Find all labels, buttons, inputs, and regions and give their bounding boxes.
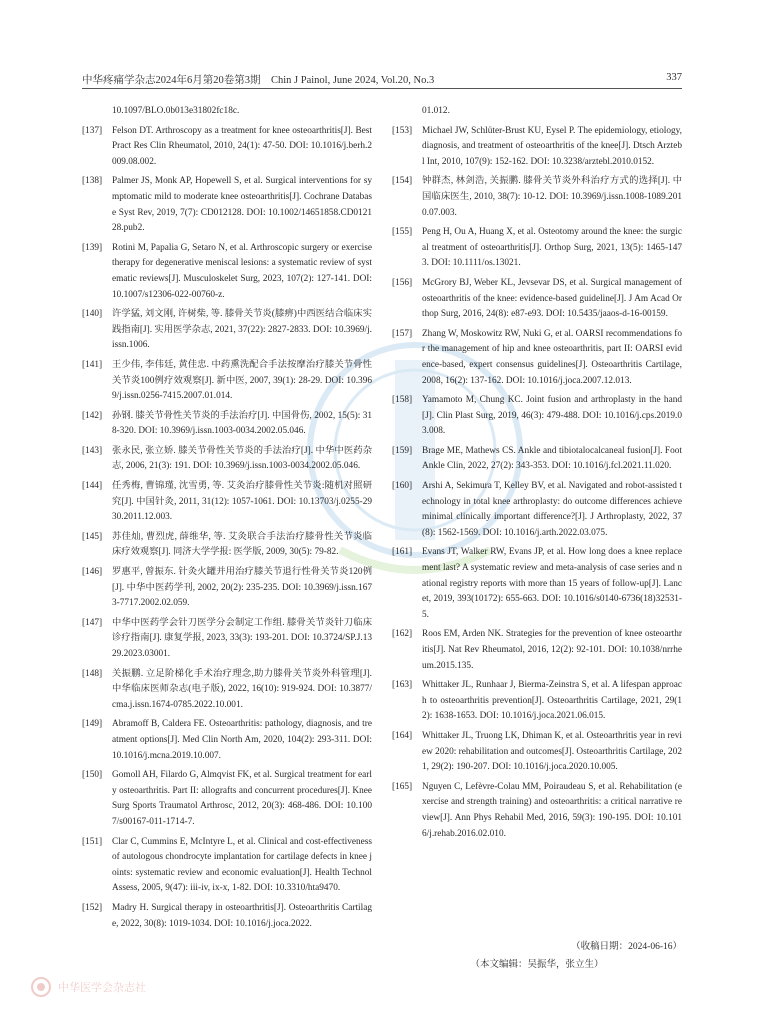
reference-text: Clar C, Cummins E, McIntyre L, et al. Clinical and cost-effectiveness of autologous chondrocyte implantation for cartilage defects in knee joints: systematic review and economic evaluation[J]. Health Technol Assess, 2005, 9(47): iii-iv, ix-x, 1-82. DOI: 10.3310/hta9470. [112, 836, 372, 894]
reference-entry [82, 358, 372, 405]
reference-text: Whittaker JL, Truong LK, Dhiman K, et al. Osteoarthritis year in review 2020: rehabilitation and outcomes[J]. Osteoarthritis Cartilage, 2021, 29(2): 190-207. DOI: 10.1016/j.joca.2020.10.005. [422, 730, 682, 773]
reference-text: 任秀梅, 曹锦瑾, 沈雪勇, 等. 艾灸治疗膝骨性关节炎:随机对照研究[J]. 中国针灸, 2011, 31(12): 1057-1061. DOI: 10.13703/j.0255-2930.2011.12.003. [112, 481, 372, 523]
reference-text: 罗惠平, 曾振东. 针灸火罐并用治疗膝关节退行性骨关节炎120例[J]. 中华中医药学刊, 2002, 20(2): 235-235. DOI: 10.3969/j.issn.1673-7717.2002.02.059. [112, 567, 372, 609]
reference-entry [82, 901, 372, 932]
reference-number: [142] [82, 410, 103, 421]
reference-text: Roos EM, Arden NK. Strategies for the prevention of knee osteoarthritis[J]. Nat Rev Rheumatol, 2016, 12(2): 92-101. DOI: 10.1038/nrrheum.2015.135. [422, 629, 682, 671]
publisher-name: 中华医学会杂志社 [58, 981, 146, 994]
reference-entry [82, 717, 372, 764]
reference-entry [82, 124, 372, 171]
reference-number: [156] [392, 277, 413, 288]
reference-entry [82, 241, 372, 303]
reference-text: Rotini M, Papalia G, Setaro N, et al. Arthroscopic surgery or exercise therapy for degenerative meniscal lesions: a systematic review of systematic reviews[J]. Musculoskelet Surg, 2023, 107(2): 127-141. DOI: 10.1007/s12306-022-00760-z. [112, 242, 372, 300]
reference-entry [392, 627, 682, 674]
reference-text: 孙钢. 膝关节骨性关节炎的手法治疗[J]. 中国骨伤, 2002, 15(5): 318-320. DOI: 10.3969/j.issn.1003-0034.2002.05.046. [112, 410, 372, 437]
reference-text: 10.1097/BLO.0b013e31802fc18c. [112, 106, 240, 116]
reference-entry [82, 768, 372, 830]
reference-text: 钟群杰, 林剑浩, 关振鹏. 膝骨关节炎外科治疗方式的选择[J]. 中国临床医生, 2010, 38(7): 10-12. DOI: 10.3969/j.issn.1008-1089.2010.07.003. [422, 176, 682, 218]
reference-entry [392, 444, 682, 475]
reference-text: Arshi A, Sekimura T, Kelley BV, et al. Navigated and robot-assisted technology in total knee arthroplasty: do outcome differences achieve minimal clinically important difference?[J]. J Arthroplasty, 2022, 37(8): 1562-1569. DOI: 10.1016/j.arth.2022.03.075. [422, 481, 682, 538]
reference-text: Gomoll AH, Filardo G, Almqvist FK, et al. Surgical treatment for early osteoarthritis. Part II: allografts and concurrent procedures[J]. Knee Surg Sports Traumatol Arthrosc, 2012, 20(3): 468-486. DOI: 10.1007/s00167-011-1714-7. [112, 770, 372, 827]
reference-entry [82, 479, 372, 526]
reference-text: 关振鹏. 立足阶梯化手术治疗理念,助力膝骨关节炎外科管理[J]. 中华临床医师杂志(电子版), 2022, 16(10): 919-924. DOI: 10.3877/cma.j.issn.1674-0785.2022.10.001. [112, 668, 372, 710]
reference-text: Whittaker JL, Runhaar J, Bierma-Zeinstra S, et al. A lifespan approach to osteoarthritis prevention[J]. Osteoarthritis Cartilage, 2021, 29(12): 1638-1653. DOI: 10.1016/j.joca.2021.06.015. [422, 680, 682, 722]
reference-number: [140] [82, 309, 103, 320]
reference-entry [82, 174, 372, 236]
editor-note: （本文编辑：吴振华，张立生） [470, 960, 604, 970]
reference-number: [138] [82, 176, 103, 187]
reference-number: [161] [392, 547, 413, 558]
reference-number: [155] [392, 227, 413, 238]
page-number: 337 [666, 72, 682, 83]
journal-citation: 中华疼痛学杂志2024年6月第20卷第3期 Chin J Painol, June 2024, Vol.20, No.3 [82, 75, 435, 86]
reference-number: [157] [392, 328, 413, 339]
reference-number: [150] [82, 770, 103, 781]
reference-number: [141] [82, 359, 103, 370]
reference-text: Abramoff B, Caldera FE. Osteoarthritis: pathology, diagnosis, and treatment options[J]. Med Clin North Am, 2020, 104(2): 293-311. DOI: 10.1016/j.mcna.2019.10.007. [112, 719, 372, 761]
reference-text: Zhang W, Moskowitz RW, Nuki G, et al. OARSI recommendations for the management of hip and knee osteoarthritis, part II: OARSI evidence-based, expert consensus guidelines[J]. Osteoarthritis Cartilage, 2008, 16(2): 137-162. DOI: 10.1016/j.joca.2007.12.013. [422, 328, 682, 386]
reference-number: [146] [82, 567, 103, 578]
publisher-logo [30, 976, 260, 998]
reference-number: [160] [392, 481, 413, 492]
reference-entry [392, 225, 682, 272]
reference-text: Yamamoto M, Chung KC. Joint fusion and arthroplasty in the hand[J]. Clin Plast Surg, 2019, 46(3): 479-488. DOI: 10.1016/j.cps.2019.03.008. [422, 395, 682, 437]
reference-number: [148] [82, 668, 103, 679]
reference-number: [153] [392, 125, 413, 136]
reference-number: [145] [82, 531, 103, 542]
reference-entry [82, 565, 372, 612]
reference-number: [149] [82, 719, 103, 730]
reference-number: [154] [392, 176, 413, 187]
reference-entry [82, 530, 372, 561]
reference-entry [82, 104, 372, 120]
reference-number: [137] [82, 125, 103, 136]
reference-text: Palmer JS, Monk AP, Hopewell S, et al. Surgical interventions for symptomatic mild to moderate knee osteoarthritis[J]. Cochrane Database Syst Rev, 2019, 7(7): CD012128. DOI: 10.1002/14651858.CD012128.pub2. [112, 176, 372, 234]
reference-text: McGrory BJ, Weber KL, Jevsevar DS, et al. Surgical management of osteoarthritis of the knee: evidence-based guideline[J]. J Am Acad Orthop Surg, 2016, 24(8): e87-e93. DOI: 10.5435/jaaos-d-16-00159. [422, 277, 682, 320]
reference-text: Evans JT, Walker RW, Evans JP, et al. How long does a knee replacement last? A systematic review and meta-analysis of case series and national registry reports with more than 15 years of follow-up[J]. Lancet, 2019, 393(10172): 655-663. DOI: 10.1016/s0140-6736(18)32531-5. [422, 547, 682, 620]
reference-entry [392, 124, 682, 171]
reference-number: [163] [392, 680, 413, 691]
reference-text: Nguyen C, Lefèvre-Colau MM, Poiraudeau S, et al. Rehabilitation (exercise and strength training) and osteoarthritis: a critical narrative review[J]. Ann Phys Rehabil Med, 2016, 59(3): 190-195. DOI: 10.1016/j.rehab.2016.02.010. [422, 781, 682, 839]
reference-number: [143] [82, 445, 103, 456]
reference-number: [159] [392, 445, 413, 456]
reference-number: [162] [392, 629, 413, 640]
reference-text: 中华中医药学会针刀医学分会制定工作组. 膝骨关节炎针刀临床诊疗指南[J]. 康复学报, 2023, 33(3): 193-201. DOI: 10.3724/SP.J.1329.2023.03001. [112, 617, 372, 659]
reference-entry [392, 479, 682, 541]
reference-text: Michael JW, Schlüter-Brust KU, Eysel P. The epidemiology, etiology, diagnosis, and treatment of osteoarthritis of the knee[J]. Dtsch Arztebl Int, 2010, 107(9): 152-162. DOI: 10.3238/arztebl.2010.0152. [422, 125, 682, 167]
reference-entry [392, 545, 682, 623]
reference-text: 苏佳灿, 曹烈虎, 薛维华, 等. 艾灸联合手法治疗膝骨性关节炎临床疗效观察[J]. 同济大学学报: 医学版, 2009, 30(5): 79-82. [112, 531, 372, 558]
reference-text: Peng H, Ou A, Huang X, et al. Osteotomy around the knee: the surgical treatment of osteoarthritis[J]. Orthop Surg, 2021, 13(5): 1465-1473. DOI: 10.1111/os.13021. [422, 227, 682, 269]
header-rule [82, 88, 682, 89]
reference-text: Brage ME, Mathews CS. Ankle and tibiotalocalcaneal fusion[J]. Foot Ankle Clin, 2022, 27(2): 343-353. DOI: 10.1016/j.fcl.2021.11.020. [422, 445, 682, 472]
reference-number: [164] [392, 730, 413, 741]
reference-text: 许学猛, 刘文刚, 许树柴, 等. 膝骨关节炎(膝痹)中西医结合临床实践指南[J]. 实用医学杂志, 2021, 37(22): 2827-2833. DOI: 10.3969/j.issn.1006. [112, 309, 372, 351]
reference-entry [392, 393, 682, 440]
received-date: （收稿日期：2024-06-16） [571, 942, 682, 952]
reference-entry [392, 104, 682, 120]
reference-text: 王少伟, 李伟廷, 黄佳忠. 中药熏洗配合手法按摩治疗膝关节骨性关节炎100例疗效观察[J]. 新中医, 2007, 39(1): 28-29. DOI: 10.3969/j.issn.0256-7415.2007.01.014. [112, 359, 372, 402]
reference-entry [82, 616, 372, 663]
reference-entry [392, 678, 682, 725]
reference-text: 张永民, 张立娇. 膝关节骨性关节炎的手法治疗[J]. 中华中医药杂志, 2006, 21(3): 191. DOI: 10.3969/j.issn.1003-0034.2002.05.046. [112, 445, 372, 472]
reference-entry [392, 276, 682, 323]
reference-entry [392, 780, 682, 842]
reference-entry [392, 729, 682, 776]
reference-number: [147] [82, 617, 103, 628]
reference-number: [158] [392, 395, 413, 406]
reference-text: Madry H. Surgical therapy in osteoarthritis[J]. Osteoarthritis Cartilage, 2022, 30(8): 1019-1034. DOI: 10.1016/j.joca.2022. [112, 902, 372, 929]
reference-entry [82, 835, 372, 897]
reference-entry [82, 307, 372, 354]
reference-number: [165] [392, 781, 413, 792]
reference-number: [144] [82, 481, 103, 492]
publisher-emblem-icon [30, 976, 52, 998]
reference-entry [392, 174, 682, 221]
reference-text: Felson DT. Arthroscopy as a treatment for knee osteoarthritis[J]. Best Pract Res Clin Rheumatol, 2010, 24(1): 47-50. DOI: 10.1016/j.berh.2009.08.002. [112, 125, 372, 167]
reference-entry [82, 444, 372, 475]
reference-number: [139] [82, 242, 103, 253]
reference-number: [151] [82, 836, 103, 847]
left-reference-column [82, 104, 372, 936]
reference-number: [152] [82, 902, 103, 913]
right-reference-column [392, 104, 682, 846]
reference-entry [82, 667, 372, 714]
reference-entry [82, 409, 372, 440]
reference-entry [392, 327, 682, 389]
reference-text: 01.012. [422, 106, 450, 116]
